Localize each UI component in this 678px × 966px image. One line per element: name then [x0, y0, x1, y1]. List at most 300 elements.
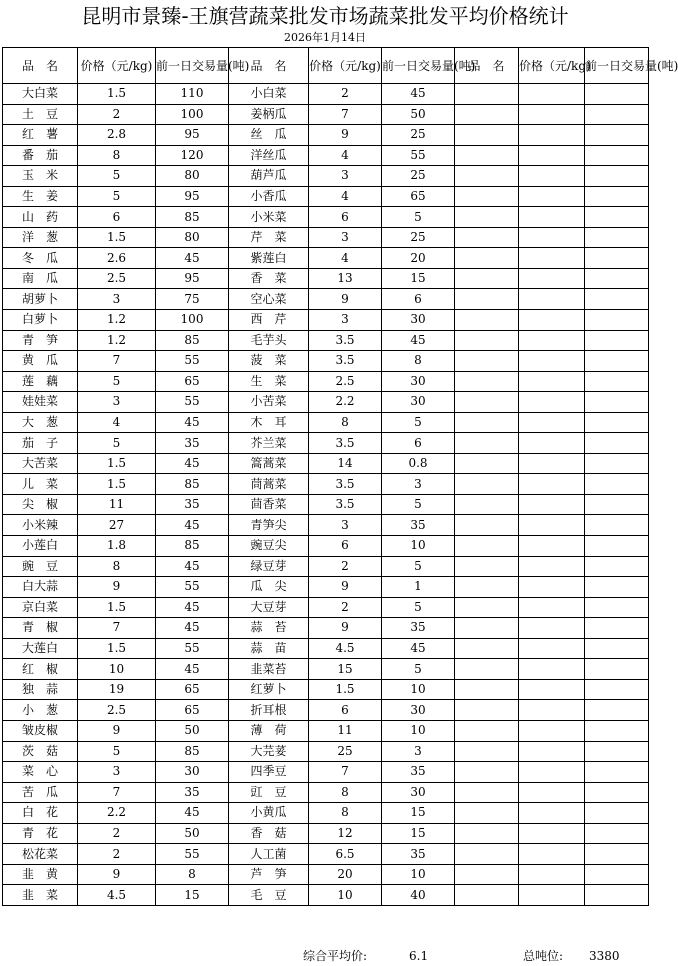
empty-cell — [455, 577, 519, 598]
price-value: 25 — [309, 741, 382, 762]
vegetable-name: 生 姜 — [3, 186, 78, 207]
price-value: 9 — [78, 577, 156, 598]
volume-value: 45 — [382, 638, 455, 659]
empty-cell — [585, 392, 649, 413]
price-value: 2 — [309, 556, 382, 577]
empty-cell — [455, 782, 519, 803]
empty-cell — [585, 145, 649, 166]
vegetable-name: 小香瓜 — [229, 186, 309, 207]
volume-value: 30 — [382, 700, 455, 721]
table-row — [3, 412, 649, 433]
price-value: 6 — [309, 536, 382, 557]
price-value: 8 — [78, 556, 156, 577]
price-value: 4 — [309, 248, 382, 269]
vegetable-name: 茴香菜 — [229, 494, 309, 515]
empty-cell — [585, 166, 649, 187]
volume-value: 25 — [382, 227, 455, 248]
empty-cell — [455, 618, 519, 639]
header-name: 品 名 — [229, 48, 309, 84]
vegetable-name: 青笋尖 — [229, 515, 309, 536]
vegetable-name: 莲 藕 — [3, 371, 78, 392]
table-row — [3, 330, 649, 351]
table-row — [3, 762, 649, 783]
vegetable-name: 番 茄 — [3, 145, 78, 166]
vegetable-name: 小莲白 — [3, 536, 78, 557]
price-value: 3.5 — [309, 494, 382, 515]
vegetable-name: 山 药 — [3, 207, 78, 228]
table-row — [3, 433, 649, 454]
volume-value: 55 — [156, 638, 229, 659]
empty-cell — [519, 351, 585, 372]
price-value: 6 — [78, 207, 156, 228]
vegetable-name: 洋丝瓜 — [229, 145, 309, 166]
empty-cell — [585, 536, 649, 557]
empty-cell — [519, 679, 585, 700]
vegetable-name: 蒜 苔 — [229, 618, 309, 639]
table-row — [3, 494, 649, 515]
volume-value: 45 — [156, 515, 229, 536]
table-row — [3, 741, 649, 762]
empty-cell — [519, 433, 585, 454]
vegetable-name: 儿 菜 — [3, 474, 78, 495]
empty-cell — [519, 638, 585, 659]
vegetable-name: 毛芋头 — [229, 330, 309, 351]
empty-cell — [585, 371, 649, 392]
vegetable-name: 韭菜苔 — [229, 659, 309, 680]
price-value: 3 — [78, 392, 156, 413]
vegetable-name: 西 芹 — [229, 310, 309, 331]
empty-cell — [519, 412, 585, 433]
volume-value: 10 — [382, 720, 455, 741]
empty-cell — [585, 618, 649, 639]
volume-value: 85 — [156, 474, 229, 495]
empty-cell — [585, 412, 649, 433]
table-row — [3, 556, 649, 577]
volume-value: 3 — [382, 474, 455, 495]
price-value: 7 — [78, 351, 156, 372]
vegetable-name: 豌 豆 — [3, 556, 78, 577]
price-value: 1.5 — [78, 227, 156, 248]
price-value: 9 — [78, 864, 156, 885]
table-row — [3, 679, 649, 700]
price-value: 11 — [309, 720, 382, 741]
empty-cell — [585, 186, 649, 207]
volume-value: 3 — [382, 741, 455, 762]
table-row — [3, 186, 649, 207]
empty-cell — [455, 227, 519, 248]
price-value: 5 — [78, 741, 156, 762]
price-value: 10 — [309, 885, 382, 906]
price-value: 10 — [78, 659, 156, 680]
header-volume: 前一日交易量(吨) — [382, 48, 455, 84]
price-value: 9 — [309, 577, 382, 598]
price-value: 1.5 — [78, 638, 156, 659]
empty-cell — [455, 720, 519, 741]
price-value: 6 — [309, 207, 382, 228]
vegetable-name: 大莲白 — [3, 638, 78, 659]
average-price-value: 6.1 — [409, 949, 429, 963]
price-table — [2, 47, 678, 906]
volume-value: 5 — [382, 494, 455, 515]
price-value: 4.5 — [309, 638, 382, 659]
volume-value: 10 — [382, 679, 455, 700]
vegetable-name: 四季豆 — [229, 762, 309, 783]
vegetable-name: 香 菇 — [229, 823, 309, 844]
empty-cell — [455, 125, 519, 146]
empty-cell — [519, 803, 585, 824]
vegetable-name: 洋 葱 — [3, 227, 78, 248]
empty-cell — [585, 515, 649, 536]
empty-cell — [585, 720, 649, 741]
volume-value: 25 — [382, 166, 455, 187]
volume-value: 65 — [156, 679, 229, 700]
price-value: 8 — [309, 782, 382, 803]
empty-cell — [585, 268, 649, 289]
vegetable-name: 黄 瓜 — [3, 351, 78, 372]
empty-cell — [455, 104, 519, 125]
empty-cell — [585, 330, 649, 351]
table-row — [3, 597, 649, 618]
vegetable-name: 小黄瓜 — [229, 803, 309, 824]
volume-value: 15 — [382, 823, 455, 844]
table-row — [3, 453, 649, 474]
table-row — [3, 823, 649, 844]
empty-cell — [585, 351, 649, 372]
price-value: 7 — [309, 104, 382, 125]
price-value: 2.8 — [78, 125, 156, 146]
empty-cell — [519, 104, 585, 125]
vegetable-name: 青 花 — [3, 823, 78, 844]
vegetable-name: 尖 椒 — [3, 494, 78, 515]
vegetable-name: 红 薯 — [3, 125, 78, 146]
volume-value: 100 — [156, 104, 229, 125]
empty-cell — [519, 823, 585, 844]
table-row — [3, 310, 649, 331]
vegetable-name: 小白菜 — [229, 84, 309, 105]
vegetable-name: 红 椒 — [3, 659, 78, 680]
price-value: 3 — [309, 166, 382, 187]
vegetable-name: 青 椒 — [3, 618, 78, 639]
empty-cell — [519, 556, 585, 577]
volume-value: 45 — [156, 248, 229, 269]
empty-cell — [519, 145, 585, 166]
vegetable-name: 白大蒜 — [3, 577, 78, 598]
empty-cell — [455, 392, 519, 413]
empty-cell — [519, 659, 585, 680]
empty-cell — [519, 289, 585, 310]
empty-cell — [519, 494, 585, 515]
empty-cell — [585, 453, 649, 474]
price-value: 2.6 — [78, 248, 156, 269]
empty-cell — [585, 84, 649, 105]
price-value: 2.5 — [78, 268, 156, 289]
table-row — [3, 864, 649, 885]
empty-cell — [519, 515, 585, 536]
empty-cell — [455, 741, 519, 762]
empty-cell — [585, 474, 649, 495]
vegetable-name: 茄 子 — [3, 433, 78, 454]
vegetable-name: 小苦菜 — [229, 392, 309, 413]
volume-value: 35 — [156, 494, 229, 515]
total-tonnage-label: 总吨位: — [523, 949, 564, 963]
vegetable-name: 人工菌 — [229, 844, 309, 865]
header-name: 品 名 — [455, 48, 519, 84]
empty-cell — [455, 762, 519, 783]
price-value: 2 — [78, 844, 156, 865]
empty-cell — [585, 310, 649, 331]
volume-value: 50 — [156, 720, 229, 741]
price-value: 3 — [78, 762, 156, 783]
empty-cell — [519, 227, 585, 248]
volume-value: 35 — [382, 515, 455, 536]
empty-cell — [519, 207, 585, 228]
empty-cell — [519, 864, 585, 885]
price-value: 20 — [309, 864, 382, 885]
vegetable-name: 小米菜 — [229, 207, 309, 228]
vegetable-name: 娃娃菜 — [3, 392, 78, 413]
price-value: 4 — [309, 145, 382, 166]
empty-cell — [585, 782, 649, 803]
volume-value: 75 — [156, 289, 229, 310]
empty-cell — [455, 289, 519, 310]
volume-value: 55 — [156, 392, 229, 413]
empty-cell — [585, 659, 649, 680]
table-row — [3, 515, 649, 536]
empty-cell — [519, 84, 585, 105]
empty-cell — [585, 577, 649, 598]
empty-cell — [585, 556, 649, 577]
table-row — [3, 166, 649, 187]
header-price: 价格（元/kg) — [78, 48, 156, 84]
volume-value: 55 — [156, 577, 229, 598]
volume-value: 35 — [156, 433, 229, 454]
table-row — [3, 577, 649, 598]
vegetable-name: 蒜 苗 — [229, 638, 309, 659]
empty-cell — [455, 638, 519, 659]
price-value: 3.5 — [309, 474, 382, 495]
volume-value: 65 — [156, 371, 229, 392]
empty-cell — [585, 762, 649, 783]
price-value: 9 — [309, 289, 382, 310]
volume-value: 45 — [156, 453, 229, 474]
price-value: 7 — [78, 618, 156, 639]
empty-cell — [455, 597, 519, 618]
price-value: 2 — [78, 104, 156, 125]
price-value: 2 — [309, 597, 382, 618]
header-price: 价格（元/kg) — [309, 48, 382, 84]
empty-cell — [455, 248, 519, 269]
price-value: 4 — [78, 412, 156, 433]
volume-value: 50 — [156, 823, 229, 844]
vegetable-name: 小 葱 — [3, 700, 78, 721]
empty-cell — [585, 104, 649, 125]
empty-cell — [455, 433, 519, 454]
volume-value: 30 — [382, 371, 455, 392]
header-volume: 前一日交易量(吨) — [585, 48, 649, 84]
total-tonnage-value: 3380 — [589, 949, 620, 963]
empty-cell — [585, 597, 649, 618]
empty-cell — [585, 638, 649, 659]
price-value: 1.5 — [78, 474, 156, 495]
table-row — [3, 125, 649, 146]
price-value: 5 — [78, 433, 156, 454]
vegetable-name: 毛 豆 — [229, 885, 309, 906]
volume-value: 20 — [382, 248, 455, 269]
volume-value: 35 — [156, 782, 229, 803]
vegetable-name: 芦 笋 — [229, 864, 309, 885]
empty-cell — [455, 412, 519, 433]
volume-value: 1 — [382, 577, 455, 598]
price-value: 1.2 — [78, 310, 156, 331]
empty-cell — [455, 474, 519, 495]
volume-value: 45 — [156, 803, 229, 824]
volume-value: 35 — [382, 762, 455, 783]
empty-cell — [519, 762, 585, 783]
price-value: 2 — [309, 84, 382, 105]
vegetable-name: 薄 荷 — [229, 720, 309, 741]
empty-cell — [519, 392, 585, 413]
volume-value: 30 — [382, 392, 455, 413]
table-row — [3, 700, 649, 721]
price-value: 4 — [309, 186, 382, 207]
price-value: 3.5 — [309, 351, 382, 372]
vegetable-name: 茨 菇 — [3, 741, 78, 762]
table-row — [3, 84, 649, 105]
price-value: 1.2 — [78, 330, 156, 351]
empty-cell — [519, 268, 585, 289]
volume-value: 6 — [382, 289, 455, 310]
volume-value: 80 — [156, 227, 229, 248]
volume-value: 30 — [382, 782, 455, 803]
vegetable-name: 篙蒿菜 — [229, 453, 309, 474]
volume-value: 65 — [156, 700, 229, 721]
vegetable-name: 韭 菜 — [3, 885, 78, 906]
vegetable-name: 白 花 — [3, 803, 78, 824]
price-value: 14 — [309, 453, 382, 474]
vegetable-name: 葫芦瓜 — [229, 166, 309, 187]
volume-value: 0.8 — [382, 453, 455, 474]
vegetable-name: 生 菜 — [229, 371, 309, 392]
price-value: 7 — [78, 782, 156, 803]
empty-cell — [455, 268, 519, 289]
empty-cell — [585, 864, 649, 885]
header-price: 价格（元/kg) — [519, 48, 585, 84]
empty-cell — [455, 351, 519, 372]
vegetable-name: 空心菜 — [229, 289, 309, 310]
table-row — [3, 474, 649, 495]
volume-value: 45 — [382, 84, 455, 105]
table-row — [3, 536, 649, 557]
volume-value: 45 — [156, 597, 229, 618]
empty-cell — [455, 145, 519, 166]
empty-cell — [585, 125, 649, 146]
volume-value: 30 — [382, 310, 455, 331]
volume-value: 120 — [156, 145, 229, 166]
price-value: 9 — [309, 125, 382, 146]
table-row — [3, 145, 649, 166]
price-value: 2.2 — [309, 392, 382, 413]
price-value: 3 — [309, 515, 382, 536]
table-header-row — [3, 48, 649, 84]
empty-cell — [455, 453, 519, 474]
table-row — [3, 104, 649, 125]
empty-cell — [455, 803, 519, 824]
empty-cell — [519, 741, 585, 762]
volume-value: 5 — [382, 412, 455, 433]
vegetable-name: 苦 瓜 — [3, 782, 78, 803]
price-value: 5 — [78, 371, 156, 392]
price-value: 2.2 — [78, 803, 156, 824]
vegetable-name: 土 豆 — [3, 104, 78, 125]
price-value: 5 — [78, 166, 156, 187]
empty-cell — [519, 700, 585, 721]
vegetable-name: 豇 豆 — [229, 782, 309, 803]
vegetable-name: 京白菜 — [3, 597, 78, 618]
empty-cell — [585, 679, 649, 700]
price-value: 5 — [78, 186, 156, 207]
table-row — [3, 207, 649, 228]
vegetable-name: 大 葱 — [3, 412, 78, 433]
volume-value: 35 — [382, 618, 455, 639]
vegetable-name: 韭 黄 — [3, 864, 78, 885]
empty-cell — [585, 289, 649, 310]
empty-cell — [455, 556, 519, 577]
price-value: 7 — [309, 762, 382, 783]
table-row — [3, 885, 649, 906]
price-value: 8 — [309, 412, 382, 433]
table-row — [3, 289, 649, 310]
empty-cell — [585, 700, 649, 721]
empty-cell — [455, 885, 519, 906]
volume-value: 95 — [156, 125, 229, 146]
empty-cell — [455, 659, 519, 680]
volume-value: 55 — [156, 844, 229, 865]
empty-cell — [519, 844, 585, 865]
table-row — [3, 392, 649, 413]
empty-cell — [455, 494, 519, 515]
volume-value: 85 — [156, 330, 229, 351]
vegetable-name: 红萝卜 — [229, 679, 309, 700]
table-row — [3, 351, 649, 372]
vegetable-name: 绿豆芽 — [229, 556, 309, 577]
price-value: 1.5 — [78, 597, 156, 618]
price-value: 1.8 — [78, 536, 156, 557]
price-value: 15 — [309, 659, 382, 680]
price-value: 4.5 — [78, 885, 156, 906]
empty-cell — [519, 248, 585, 269]
price-value: 3.5 — [309, 330, 382, 351]
vegetable-name: 姜柄瓜 — [229, 104, 309, 125]
vegetable-name: 独 蒜 — [3, 679, 78, 700]
empty-cell — [455, 207, 519, 228]
vegetable-name: 豌豆尖 — [229, 536, 309, 557]
price-value: 2 — [78, 823, 156, 844]
vegetable-name: 菜 心 — [3, 762, 78, 783]
empty-cell — [455, 844, 519, 865]
volume-value: 45 — [156, 659, 229, 680]
volume-value: 8 — [382, 351, 455, 372]
empty-cell — [585, 885, 649, 906]
volume-value: 100 — [156, 310, 229, 331]
price-value: 2.5 — [78, 700, 156, 721]
price-value: 27 — [78, 515, 156, 536]
volume-value: 50 — [382, 104, 455, 125]
empty-cell — [519, 474, 585, 495]
volume-value: 85 — [156, 741, 229, 762]
volume-value: 110 — [156, 84, 229, 105]
header-volume: 前一日交易量(吨) — [156, 48, 229, 84]
volume-value: 8 — [156, 864, 229, 885]
